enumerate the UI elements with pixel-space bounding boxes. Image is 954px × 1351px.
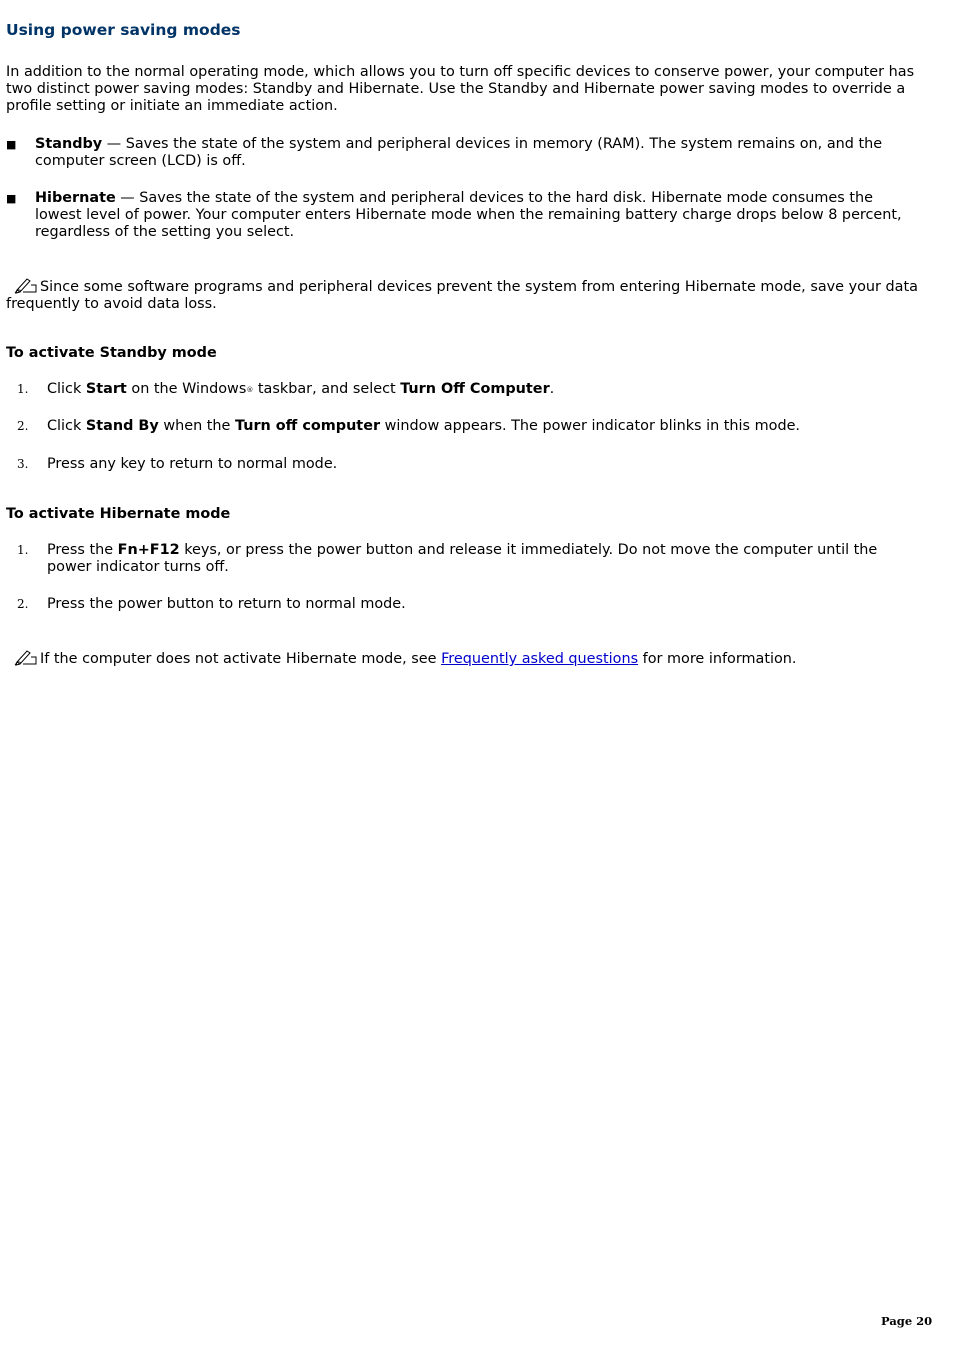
page-title: Using power saving modes [6,21,241,39]
note-text: Since some software programs and peripheral devices prevent the system from entering Hibernate mode, save your data frequently to avoid data loss. [6,279,918,312]
bullet-term: Hibernate [35,190,116,206]
page-number: Page 20 [881,1314,933,1328]
hibernate-step-2: 2. Press the power button to return to normal mode. [17,596,406,612]
bullet-description: — Saves the state of the system and peripheral devices to the hard disk. Hibernate mode consumes the lowest level of power. Your computer enters Hibernate mode when the remaining battery charge drops below 8 percent, regardless of the setting you select. [35,190,902,240]
bullet-description: — Saves the state of the system and peripheral devices in memory (RAM). The system remains on, and the computer screen (LCD) is off. [35,136,883,169]
note-pencil-icon [14,648,38,666]
step-number: 3. [17,457,29,471]
bullet-standby [6,136,918,170]
turn-off-computer-window-label: Turn off computer [234,418,381,434]
standby-step-2: 2. Click Stand By when the Turn off computer window appears. The power indicator blinks in this mode. [17,418,801,434]
fn-f12-label: Fn+F12 [117,542,180,558]
note-hibernate-warning [6,276,928,313]
bullet-term: Standby [35,136,103,152]
bullet-hibernate [6,190,918,241]
step-number: 2. [17,419,29,433]
bullet-marker: ■ [6,192,17,205]
turn-off-computer-label: Turn Off Computer [400,381,550,397]
note-pencil-icon [14,276,38,294]
bullet-marker: ■ [6,138,17,151]
start-label: Start [85,381,127,397]
intro-paragraph: In addition to the normal operating mode, which allows you to turn off specific devices to conserve power, your computer has two distinct power saving modes: Standby and Hibernate. Use the Standby and Hibernate power saving modes to override a profile setting or initiate an immediate action. [6,64,915,114]
hibernate-step-1: 1. Press the Fn+F12 keys, or press the power button and release it immediately. Do not move the computer until the power indicator turns off. [17,542,878,575]
hibernate-heading: To activate Hibernate mode [6,506,231,522]
step-number: 2. [17,597,29,611]
stand-by-label: Stand By [85,418,159,434]
step-number: 1. [17,543,29,557]
standby-step-3: 3. Press any key to return to normal mode. [17,456,338,472]
note-faq: If the computer does not activate Hibernate mode, see Frequently asked questions for more information. [6,648,928,668]
faq-link[interactable]: Frequently asked questions [441,651,639,667]
standby-step-1: 1. Click Start on the Windows® taskbar, and select Turn Off Computer. [17,381,555,397]
step-number: 1. [17,382,29,396]
standby-heading: To activate Standby mode [6,345,217,361]
registered-mark: ® [246,386,254,394]
